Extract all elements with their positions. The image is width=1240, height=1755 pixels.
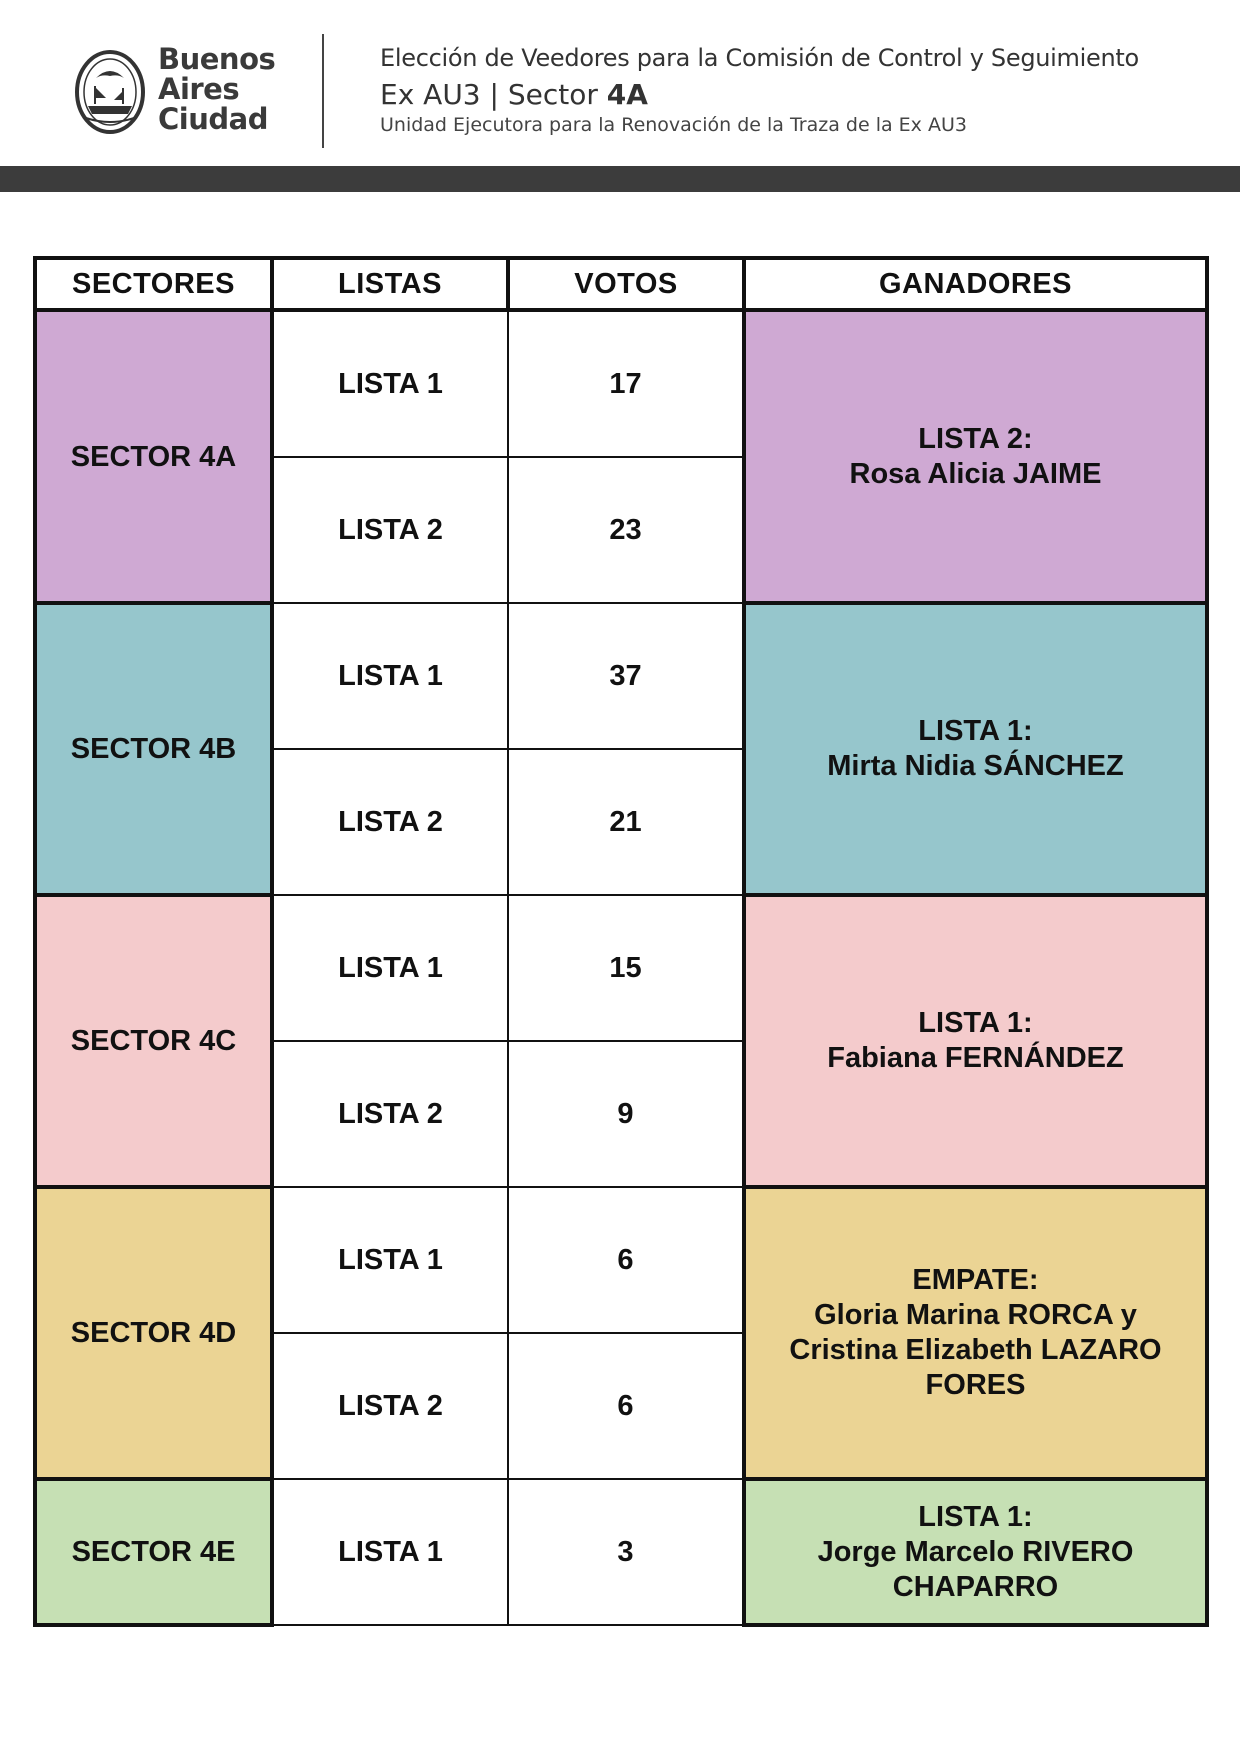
document-subtitle <box>380 78 648 111</box>
sector-cell: SECTOR 4A <box>35 310 272 603</box>
votos-cell: 3 <box>508 1479 744 1625</box>
executing-unit: Unidad Ejecutora para la Renovación de la Traza de la Ex AU3 <box>380 114 967 136</box>
winner-cell <box>744 310 1207 603</box>
document-title: Elección de Veedores para la Comisión de Control y Seguimiento <box>380 44 1139 72</box>
brand-wordmark <box>158 44 318 134</box>
winner-line: Jorge Marcelo RIVERO <box>817 1535 1134 1568</box>
city-seal-logo <box>74 48 146 136</box>
winner-cell <box>744 1187 1207 1479</box>
lista-cell: LISTA 2 <box>272 457 508 603</box>
votos-cell: 6 <box>508 1187 744 1333</box>
winner-line: LISTA 1: <box>918 715 1033 747</box>
votos-cell: 23 <box>508 457 744 603</box>
lista-cell: LISTA 1 <box>272 603 508 749</box>
winner-line: Mirta Nidia SÁNCHEZ <box>827 750 1124 782</box>
column-header: SECTORES <box>35 258 272 310</box>
page-header <box>0 0 1240 166</box>
results-table <box>33 256 1209 1627</box>
winner-cell <box>744 895 1207 1187</box>
lista-cell: LISTA 2 <box>272 1041 508 1187</box>
table-row <box>35 603 1207 749</box>
sector-cell: SECTOR 4D <box>35 1187 272 1479</box>
winner-line: Fabiana FERNÁNDEZ <box>827 1042 1124 1074</box>
winner-line: LISTA 1: <box>918 1500 1033 1533</box>
winner-line: LISTA 2: <box>918 422 1033 455</box>
winner-line: Cristina Elizabeth LAZARO <box>789 1334 1162 1366</box>
votos-cell: 15 <box>508 895 744 1041</box>
lista-cell: LISTA 1 <box>272 895 508 1041</box>
table-row <box>35 1187 1207 1333</box>
sector-cell: SECTOR 4C <box>35 895 272 1187</box>
subtitle-sector: 4A <box>606 78 648 111</box>
brand-line: Aires <box>158 72 240 106</box>
votos-cell: 37 <box>508 603 744 749</box>
header-bar <box>0 166 1240 192</box>
winner-line: Gloria Marina RORCA y <box>814 1299 1137 1331</box>
column-header: VOTOS <box>508 258 744 310</box>
lista-cell: LISTA 2 <box>272 1333 508 1479</box>
column-header: GANADORES <box>744 258 1207 310</box>
votos-cell: 6 <box>508 1333 744 1479</box>
table-row <box>35 310 1207 457</box>
winner-line: FORES <box>925 1369 1026 1401</box>
header-divider <box>322 34 324 148</box>
header-row <box>35 258 1207 310</box>
lista-cell: LISTA 1 <box>272 1187 508 1333</box>
votos-cell: 9 <box>508 1041 744 1187</box>
subtitle-prefix: Ex AU3 | Sector <box>380 78 607 111</box>
lista-cell: LISTA 1 <box>272 1479 508 1625</box>
lista-cell: LISTA 2 <box>272 749 508 895</box>
winner-line: Rosa Alicia JAIME <box>849 457 1102 490</box>
sector-cell: SECTOR 4E <box>35 1479 272 1625</box>
winner-line: CHAPARRO <box>892 1570 1059 1603</box>
winner-cell <box>744 603 1207 895</box>
winner-line: EMPATE: <box>912 1264 1039 1296</box>
table-row <box>35 895 1207 1041</box>
lista-cell: LISTA 1 <box>272 310 508 457</box>
votos-cell: 17 <box>508 310 744 457</box>
table-row <box>35 1479 1207 1625</box>
sector-cell: SECTOR 4B <box>35 603 272 895</box>
brand-line: Buenos <box>158 42 276 76</box>
brand-line: Ciudad <box>158 102 268 136</box>
column-header: LISTAS <box>272 258 508 310</box>
winner-cell <box>744 1479 1207 1625</box>
votos-cell: 21 <box>508 749 744 895</box>
winner-line: LISTA 1: <box>918 1007 1033 1039</box>
